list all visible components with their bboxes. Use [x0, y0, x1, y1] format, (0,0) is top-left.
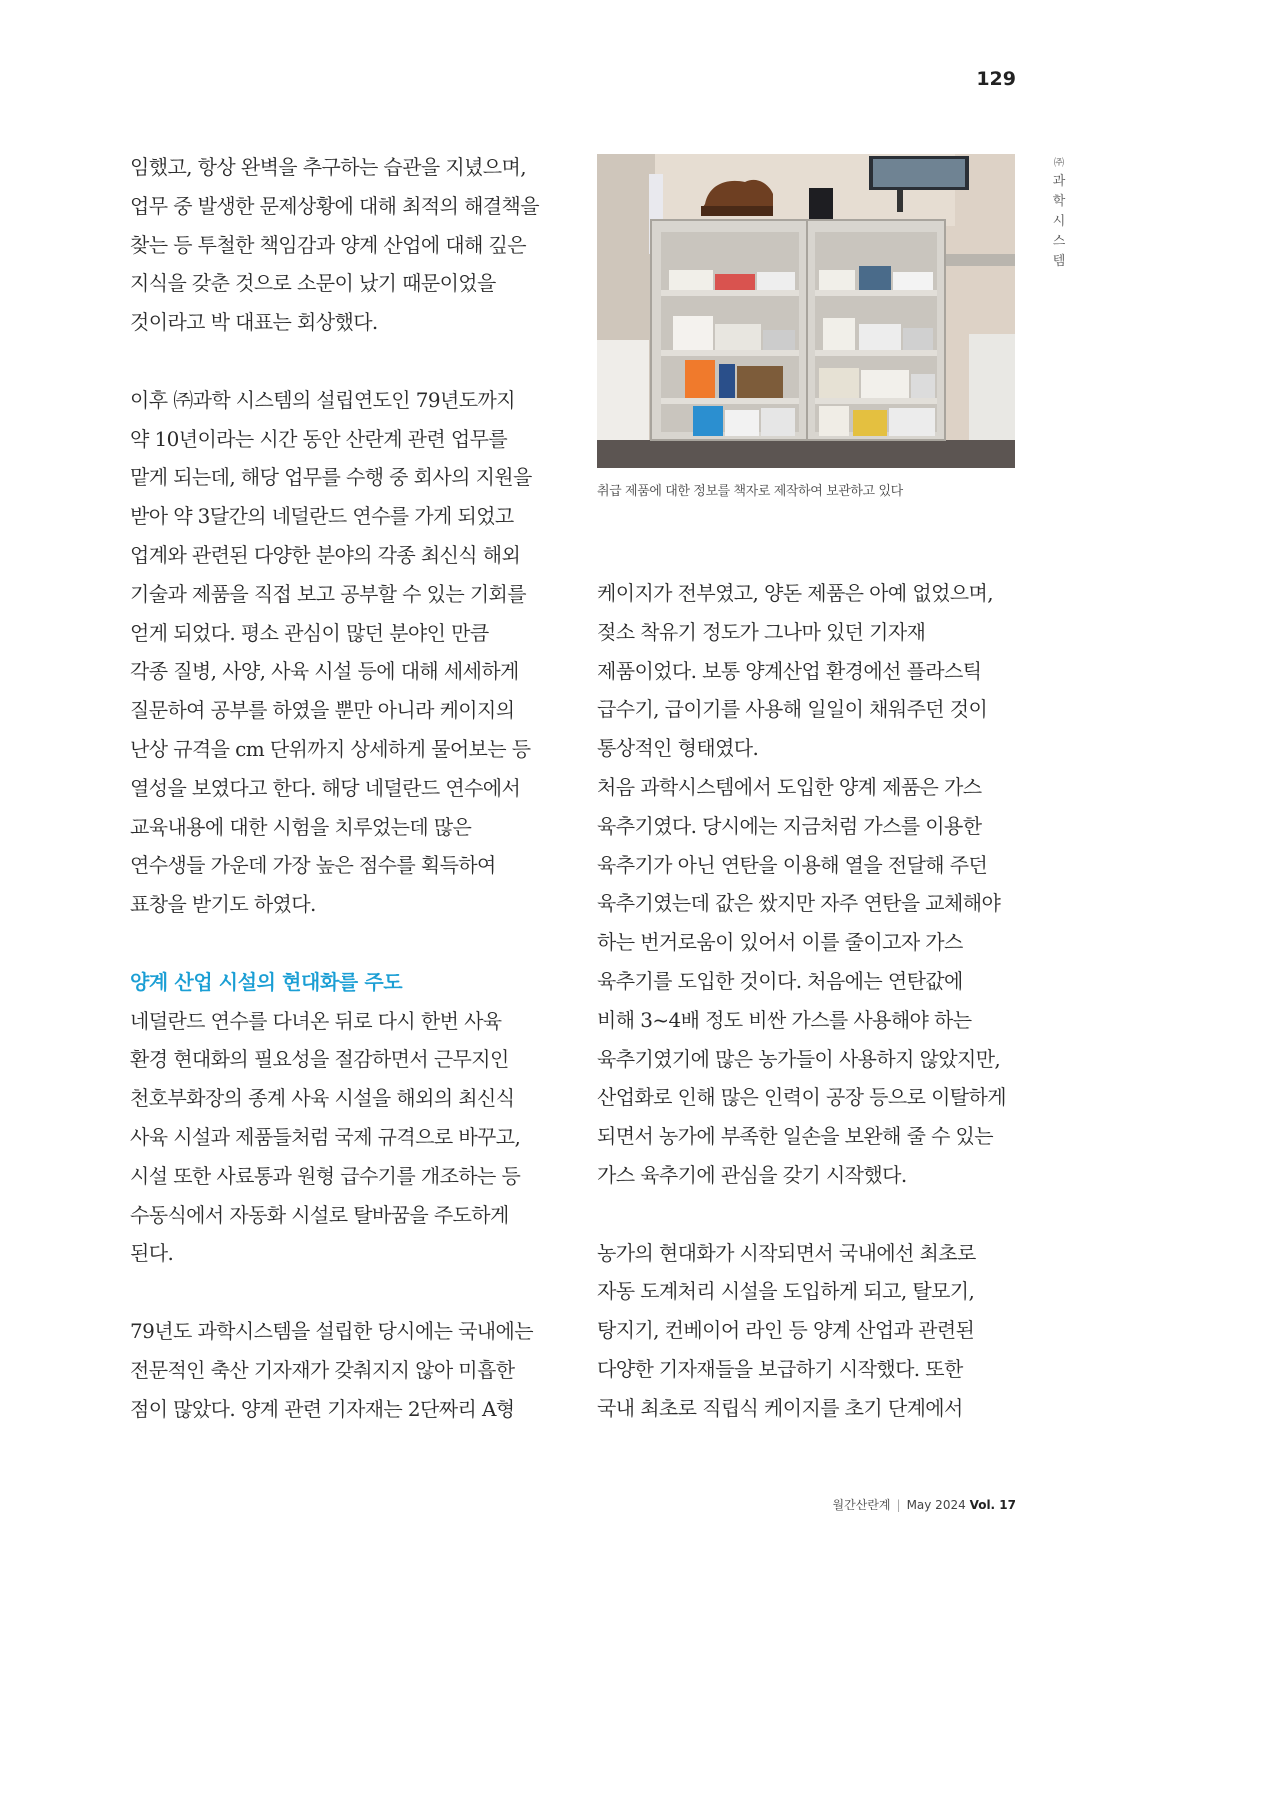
right-column	[597, 574, 1017, 1428]
side-label-char: 과	[1052, 174, 1066, 189]
page-footer	[700, 1496, 1016, 1513]
left-column	[130, 148, 550, 1428]
side-label-char: 학	[1052, 194, 1066, 209]
body-paragraph: 임했고, 항상 완벽을 추구하는 습관을 지녔으며, 업무 중 발생한 문제상황에 대해 최적의 해결책을 찾는 등 투철한 책임감과 양계 산업에 대해 깊은 지식을 갖춘 것으로 소문이 났기 때문이었을 것이라고 박 대표는 회상했다.	[130, 155, 539, 335]
section-heading: 양계 산업 시설의 현대화를 주도	[130, 969, 403, 994]
body-paragraph: 네덜란드 연수를 다녀온 뒤로 다시 한번 사육 환경 현대화의 필요성을 절감하면서 근무지인 천호부화장의 종계 사육 시설을 해외의 최신식 사육 시설과 제품들처럼 국제 규격으로 바꾸고, 시설 또한 사료통과 원형 급수기를 개조하는 등 수동식에서 자동화 시설로 탈바꿈을 주도하게 된다.	[130, 1008, 521, 1266]
bookshelf-photo-illustration	[597, 154, 1015, 468]
photo-caption: 취급 제품에 대한 정보를 책자로 제작하여 보관하고 있다	[597, 484, 903, 499]
bookshelf-photo	[597, 154, 1015, 468]
body-paragraph: 농가의 현대화가 시작되면서 국내에선 최초로 자동 도계처리 시설을 도입하게 되고, 탈모기, 탕지기, 컨베이어 라인 등 양계 산업과 관련된 다양한 기자재들을 보급하기 시작했다. 또한 국내 최초로 직립식 케이지를 초기 단계에서	[597, 1240, 976, 1420]
side-label-char: 스	[1052, 234, 1066, 249]
body-paragraph: 케이지가 전부였고, 양돈 제품은 아예 없었으며, 젖소 착유기 정도가 그나마 있던 기자재 제품이었다. 보통 양계산업 환경에선 플라스틱 급수기, 급이기를 사용해 일일이 채워주던 것이 통상적인 형태였다. 처음 과학시스템에서 도입한 양계 제품은 가스 육추기였다. 당시에는 지금처럼 가스를 이용한 육추기가 아닌 연탄을 이용해 열을 전달해 주던 육추기였는데 값은 쌌지만 자주 연탄을 교체해야 하는 번거로움이 있어서 이를 줄이고자 가스 육추기를 도입한 것이다. 처음에는 연탄값에 비해 3~4배 정도 비싼 가스를 사용해야 하는 육추기였기에 많은 농가들이 사용하지 않았지만, 산업화로 인해 많은 인력이 공장 등으로 이탈하게 되면서 농가에 부족한 일손을 보완해 줄 수 있는 가스 육추기에 관심을 갖기 시작했다.	[597, 581, 1006, 1187]
body-paragraph: 이후 ㈜과학 시스템의 설립연도인 79년도까지 약 10년이라는 시간 동안 산란계 관련 업무를 맡게 되는데, 해당 업무를 수행 중 회사의 지원을 받아 약 3달간의 네덜란드 연수를 가게 되었고 업계와 관련된 다양한 분야의 각종 최신식 해외 기술과 제품을 직접 보고 공부할 수 있는 기회를 얻게 되었다. 평소 관심이 많던 분야인 만큼 각종 질병, 사양, 사육 시설 등에 대해 세세하게 질문하여 공부를 하였을 뿐만 아니라 케이지의 난상 규격을 cm 단위까지 상세하게 물어보는 등 열성을 보였다고 한다. 해당 네덜란드 연수에서 교육내용에 대한 시험을 치루었는데 많은 연수생들 가운데 가장 높은 점수를 획득하여 표창을 받기도 하였다.	[130, 387, 532, 917]
side-label-char: ㈜	[1054, 158, 1064, 169]
company-side-label	[1048, 156, 1070, 272]
body-paragraph: 79년도 과학시스템을 설립한 당시에는 국내에는 전문적인 축산 기자재가 갖춰지지 않아 미흡한 점이 많았다. 양계 관련 기자재는 2단짜리 A형	[130, 1318, 533, 1421]
page-number: 129	[976, 68, 1016, 90]
side-label-char: 시	[1052, 214, 1066, 229]
issue-date: May 2024	[906, 1498, 966, 1512]
side-label-char: 템	[1052, 254, 1066, 269]
footer-separator: |	[896, 1498, 901, 1512]
magazine-name: 월간산란계	[832, 1498, 891, 1512]
volume-number: Vol. 17	[969, 1498, 1016, 1512]
